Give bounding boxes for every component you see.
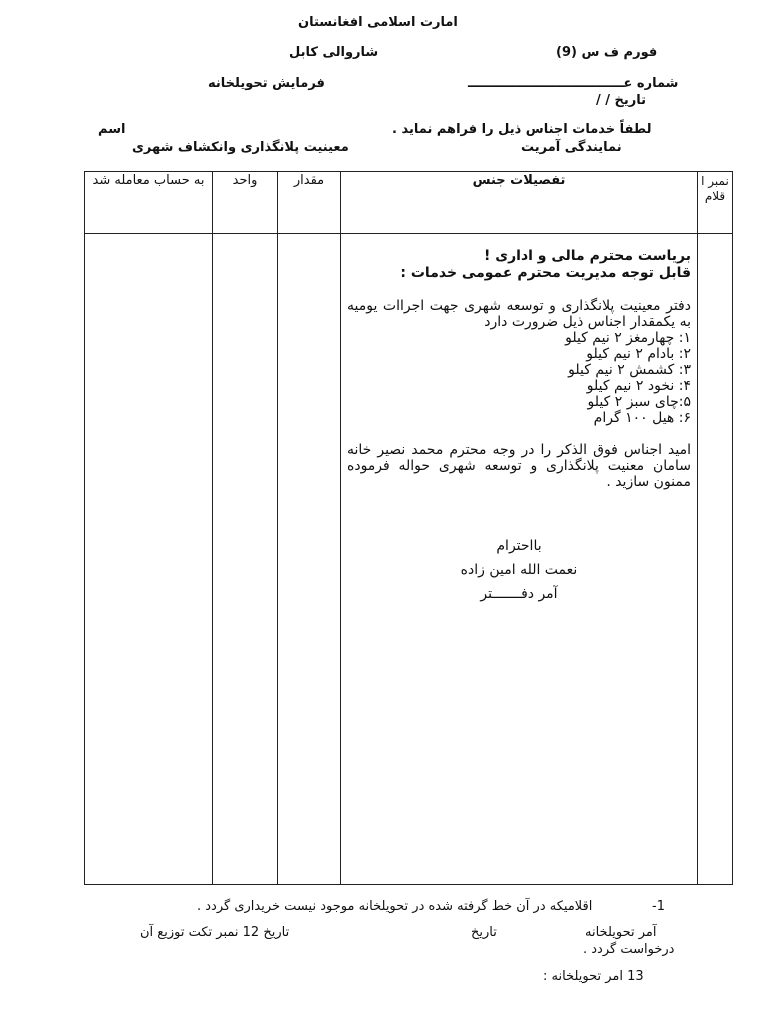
list-item: ۳: کشمش ۲ نیم کیلو <box>568 362 691 378</box>
salutation-line-2: قابل توجه مدیریت محترم عمومی خدمات : <box>400 265 691 281</box>
list-item: ۴: نخود ۲ نیم کیلو <box>586 378 691 394</box>
table-header-row <box>85 172 733 234</box>
representative-label: نمایندگی آمریت <box>521 140 622 155</box>
col-quantity-header: مقدار <box>278 172 341 234</box>
signer-name: نعمت الله امین زاده <box>460 562 578 578</box>
col-account-header: به حساب معامله شد <box>85 172 213 234</box>
instruction-text: لطفاً خدمات اجناس ذیل را فراهم نماید . <box>392 122 652 137</box>
form-number: فورم ف س (9) <box>556 45 658 60</box>
regards-text: بااحترام <box>496 538 542 554</box>
number-label: شماره عـــــــــــــــــــــــــــــــــــ <box>468 76 679 91</box>
footer-date-label: تاریخ <box>471 925 497 940</box>
footer-manager-label: آمر تحویلخانه <box>585 925 657 940</box>
signature-block <box>347 534 691 606</box>
table-body-row <box>85 234 733 885</box>
list-item: ۱: چهارمغز ۲ نیم کیلو <box>565 330 691 346</box>
footer-ticket-text: تاریخ 12 نمبر تکت توزیع آن <box>140 925 290 940</box>
item-no-cell <box>698 234 733 885</box>
municipality-title: شاروالی کابل <box>289 45 379 60</box>
list-item: ۲: بادام ۲ نیم کیلو <box>586 346 691 362</box>
footer-note-number: -1 <box>652 899 665 914</box>
request-title: فرمایش تحویلخانه <box>208 76 325 91</box>
footer-storekeeper-line: 13 امر تحویلخانه : <box>543 969 644 984</box>
account-cell <box>85 234 213 885</box>
col-unit-header: واحد <box>213 172 278 234</box>
name-label: اسم <box>98 122 126 137</box>
letter-intro: دفتر معینیت پلانگذاری و توسعه شهری جهت اجراات یومیه به یکمقدار اجناس ذیل ضرورت دارد <box>347 298 691 330</box>
list-item: ۵:چای سبز ۲ کیلو <box>587 394 691 410</box>
request-table <box>84 171 733 885</box>
footer-request-text: درخواست گردد . <box>583 942 675 957</box>
unit-cell <box>213 234 278 885</box>
salutation-line-1: بریاست محترم مالی و اداری ! <box>484 248 691 264</box>
col-details-header: تفصیلات جنس <box>341 172 698 234</box>
details-cell <box>341 234 698 885</box>
date-label: تاریخ / / <box>596 93 647 108</box>
footer-note-text: اقلامیکه در آن خط گرفته شده در تحویلخانه موجود نیست خریداری گردد . <box>197 899 593 914</box>
col-item-no-header: نمبر اقلام <box>698 172 733 234</box>
letter-closing: امید اجناس فوق الذکر را در وجه محترم محمد نصیر خانه سامان معنیت پلانگذاری و توسعه شهری حواله فرموده ممنون سازید . <box>347 442 691 490</box>
department-name: معینیت پلانگذاری وانکشاف شهری <box>132 140 349 155</box>
signer-title: آمر دفـــــــتر <box>480 586 558 602</box>
emirate-title: امارت اسلامی افغانستان <box>298 15 458 30</box>
list-item: ۶: هیل ۱۰۰ گرام <box>593 410 691 426</box>
quantity-cell <box>278 234 341 885</box>
